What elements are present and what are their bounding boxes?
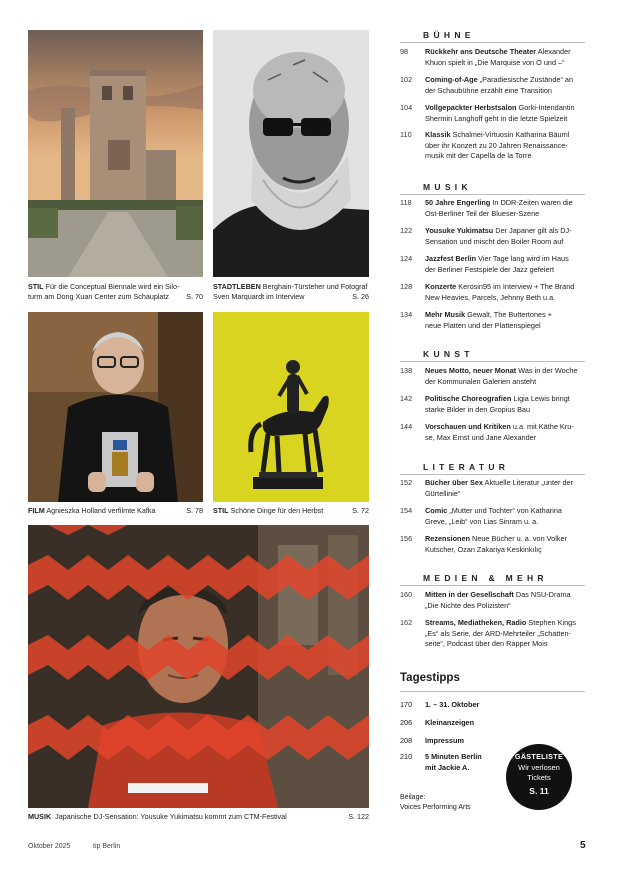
- section-rule: [400, 691, 585, 692]
- page-number: 5: [580, 840, 586, 851]
- section-title-musik: MUSIK: [423, 182, 472, 192]
- medal-photo: [28, 312, 203, 502]
- caption-page: S. 26: [352, 292, 369, 301]
- caption-page: S. 78: [186, 506, 203, 515]
- section-rule: [400, 474, 585, 475]
- caption-stil-herbst: STIL Schöne Dinge für den Herbst S. 72: [213, 506, 369, 515]
- caption-film: FILM Agnieszka Holland verfilmte Kafka S. 78: [28, 506, 203, 515]
- section-title-literatur: LITERATUR: [423, 462, 510, 472]
- section-rule: [400, 42, 585, 43]
- caption-page: S. 122: [348, 812, 369, 821]
- portrait-photo: [213, 30, 369, 277]
- gaesteliste-badge[interactable]: GÄSTELISTE Wir verlosen Tickets S. 11: [506, 744, 572, 810]
- silo-tower-photo: [28, 30, 203, 277]
- section-title-kunst: KUNST: [423, 349, 474, 359]
- caption-page: S. 72: [352, 506, 369, 515]
- beilage-note: Beilage: Voices Performing Arts: [400, 794, 471, 811]
- caption-silo: STIL Für die Conceptual Biennale wird ein Silo- turm am Dong Xuan Center zum Schauplatz S. 70: [28, 282, 203, 301]
- section-rule: [400, 585, 585, 586]
- footer-issue: Oktober 2025: [28, 843, 71, 850]
- dj-photo: [28, 525, 369, 808]
- caption-dj: MUSIK Japanische DJ-Sensation: Yousuke Yukimatsu kommt zum CTM-Festival S. 122: [28, 812, 369, 821]
- caption-portrait: STADTLEBEN Berghain-Türsteher und Fotograf Sven Marquardt im Interview S. 26: [213, 282, 369, 301]
- tagestipps-title: Tagestipps: [400, 672, 460, 684]
- section-rule: [400, 361, 585, 362]
- section-rule: [400, 194, 585, 195]
- caption-page: S. 70: [186, 292, 203, 301]
- horse-sculpture-photo: [213, 312, 369, 502]
- section-title-buehne: BÜHNE: [423, 30, 475, 40]
- footer-brand: tip Berlin: [93, 843, 121, 850]
- section-title-medien: MEDIEN & MEHR: [423, 573, 548, 583]
